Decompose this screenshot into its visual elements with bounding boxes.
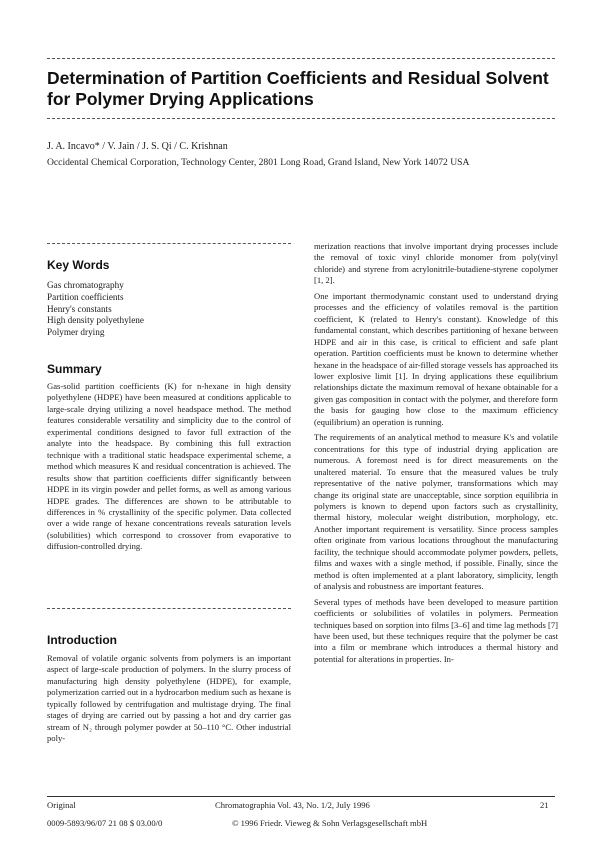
right-paragraph-0: merization reactions that involve important drying processes include the removal of toxic vinyl chloride monomer from poly(vinyl chloride) and styrene from acrylonitrile-butadiene-styrene copolymer [1, 2]. [314, 241, 558, 286]
header-rule-top [47, 58, 555, 59]
summary-heading: Summary [47, 362, 102, 376]
footer-label: Original [47, 800, 76, 810]
footer-copyright: © 1996 Friedr. Vieweg & Sohn Verlagsgesellschaft mbH [232, 818, 428, 828]
introduction-text [47, 653, 291, 749]
keyword-item: Partition coefficients [47, 291, 124, 302]
footer-rule [47, 796, 555, 797]
keyword-item: Henry's constants [47, 303, 112, 314]
title-line-2: for Polymer Drying Applications [47, 89, 314, 109]
title-line-1: Determination of Partition Coefficients and Residual Solvent [47, 68, 549, 88]
summary-text [47, 381, 291, 557]
header-rule-bottom [47, 118, 555, 119]
article-title [47, 68, 567, 110]
keywords-list [47, 280, 287, 339]
keyword-item: High density polyethylene [47, 315, 144, 326]
introduction-heading: Introduction [47, 633, 117, 647]
footer-journal: Chromatographia Vol. 43, No. 1/2, July 1996 [215, 800, 370, 810]
keywords-heading: Key Words [47, 258, 110, 272]
summary-bottom-rule [47, 608, 291, 609]
footer-page-number: 21 [540, 800, 549, 810]
keywords-top-rule [47, 243, 291, 244]
right-paragraph-1: One important thermodynamic constant used to understand drying processes and the efficiency of volatiles removal is the partition coefficient, K (related to Henry's constant). Knowledge of this fundamental constant, which describes partitioning of hexane between HDPE and air in this case, is critical to efficient and safe plant operation. Partition coefficients must be known to determine whether hexane in the headspace of air-filled storage vessels has approached its lower explosive limit [1]. In drying applications these equilibrium relationships dictate the maximum removal of hexane obtainable for a given gas composition in contact with the polymer, and therefore form the basis for gauging how close to the maximum efficiency (equilibrium) an operation is running. [314, 290, 558, 427]
keyword-item: Polymer drying [47, 327, 105, 338]
right-paragraph-2: The requirements of an analytical method to measure K's and volatile concentrations for this type of industrial drying application are numerous. A foremost need is for direct measurements on the unaltered material. To ensure that the measured values be truly representative of the native polymer, transformations which may change its original state are unacceptable, since sorption equilibria in polymers is known to depend upon factors such as crystallinity, thermal history, molecular weight distribution, morphology, etc. Another important requirement is versatility. Since process samples often originate from various locations throughout the manufacturing facility, the technique should accommodate polymer powders, pellets, films and waxes with a single method, if possible. Finally, since the method is often implemented at a plant laboratory, simplicity, length of analysis and robustness are important features. [314, 432, 558, 592]
affiliation: Occidental Chemical Corporation, Technology Center, 2801 Long Road, Grand Island, New York 14072 USA [47, 157, 470, 168]
author-list: J. A. Incavo* / V. Jain / J. S. Qi / C. Krishnan [47, 141, 228, 152]
summary-paragraph: Gas-solid partition coefficients (K) for n-hexane in high density polyethylene (HDPE) have been measured at conditions applicable to large-scale drying utilizing a novel headspace method. The method features considerable versatility and simplicity due to the control of experimental conditions designed to favor full extraction of the analyte into the headspace. By combining this full extraction technique with a traditional static headspace experimental scheme, a method which measures K and residual concentration is achieved. The results show that partition coefficients differ significantly between HDPE in its virgin powder and pellet forms, as well as among various HDPE grades. The differences are shown to be attributable to differences in % crystallinity of the specific polymer. Data collected over a wide range of hexane concentrations reveals saturation levels (solubilities) which correspond to crossover from evaporative to diffusion-controlled drying. [47, 381, 291, 552]
footer-code: 0009-5893/96/07 21 08 $ 03.00/0 [47, 818, 163, 828]
right-column-text [314, 241, 558, 669]
introduction-paragraph-1: Removal of volatile organic solvents from polymers is an important aspect of large-scale production of polymers. In the slurry process of manufacturing high density polyethylene (HDPE), for example, polymerization carried out in a hydrocarbon medium such as hexane is typically followed by centrifugation and multistage drying. The final stages of drying are carried out by passing a hot and dry carrier gas stream of N₂ through polymer powder at 50–110 °C. Other industrial poly- [47, 653, 291, 744]
right-paragraph-3: Several types of methods have been developed to measure partition coefficients or solubilities of volatiles in polymers. Permeation techniques based on sorption into films [3–6] and time lag methods [7] have been used, but these techniques require that the polymer be cast into a film or membrane which introduces a thermal history and potential for alterations in properties. In- [314, 596, 558, 664]
keyword-item: Gas chromatography [47, 280, 124, 290]
